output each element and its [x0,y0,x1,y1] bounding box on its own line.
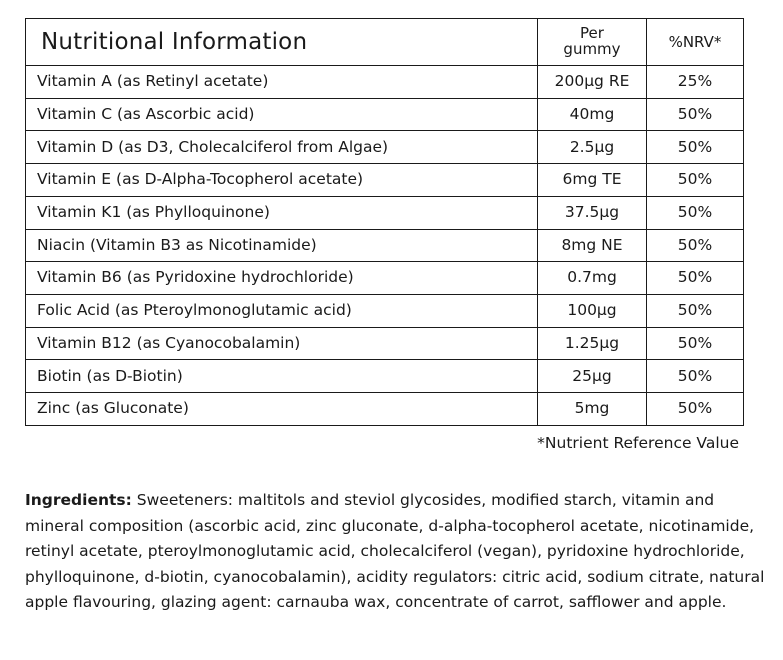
per-gummy-value: 5mg [538,393,647,426]
nrv-value: 50% [647,98,744,131]
nutrient-name: Folic Acid (as Pteroylmonoglutamic acid) [26,295,538,328]
ingredients-text: Sweeteners: maltitols and steviol glycosides, modified starch, vitamin and mineral composition (ascorbic acid, zinc gluconate, d-alpha-tocopherol acetate, nicotinamide, retinyl acetate, pteroylmonoglutamic acid, cholecalciferol (vegan), pyridoxine hydrochloride, phylloquinone, d-biotin, cyanocobalamin), acidity regulators: citric acid, sodium citrate, natural apple flavouring, glazing agent: carnauba wax, concentrate of carrot, safflower and apple. [25,491,765,611]
per-gummy-value: 2.5µg [538,131,647,164]
nutrient-name: Vitamin C (as Ascorbic acid) [26,98,538,131]
nutrient-name: Vitamin A (as Retinyl acetate) [26,66,538,99]
table-row [26,360,744,393]
per-header-line2: gummy [563,40,621,58]
nrv-value: 50% [647,131,744,164]
table-header-row [26,19,744,66]
per-gummy-value: 200µg RE [538,66,647,99]
per-gummy-header [538,19,647,66]
table-row [26,229,744,262]
per-gummy-value: 1.25µg [538,327,647,360]
nrv-value: 50% [647,327,744,360]
per-gummy-value: 8mg NE [538,229,647,262]
nutrient-name: Vitamin K1 (as Phylloquinone) [26,196,538,229]
nutrient-name: Vitamin D (as D3, Cholecalciferol from Algae) [26,131,538,164]
nutrient-name: Vitamin B12 (as Cyanocobalamin) [26,327,538,360]
nutrition-table [25,18,744,426]
nrv-value: 50% [647,229,744,262]
per-gummy-value: 40mg [538,98,647,131]
nrv-value: 25% [647,66,744,99]
table-row [26,98,744,131]
table-row [26,196,744,229]
table-row [26,295,744,328]
nrv-value: 50% [647,262,744,295]
ingredients-label: Ingredients: [25,491,132,509]
nutrient-name: Niacin (Vitamin B3 as Nicotinamide) [26,229,538,262]
table-row [26,393,744,426]
nrv-value: 50% [647,164,744,197]
table-row [26,164,744,197]
per-gummy-value: 25µg [538,360,647,393]
table-row [26,262,744,295]
nrv-footnote: *Nutrient Reference Value [537,434,739,452]
per-gummy-value: 0.7mg [538,262,647,295]
per-header-line1: Per [580,24,604,43]
ingredients-paragraph [25,488,765,616]
nrv-value: 50% [647,393,744,426]
per-gummy-value: 37.5µg [538,196,647,229]
table-row [26,66,744,99]
nrv-value: 50% [647,295,744,328]
nrv-value: 50% [647,360,744,393]
nrv-value: 50% [647,196,744,229]
nutrient-name: Vitamin E (as D-Alpha-Tocopherol acetate) [26,164,538,197]
per-gummy-value: 100µg [538,295,647,328]
table-title: Nutritional Information [26,19,538,66]
table-row [26,131,744,164]
per-gummy-value: 6mg TE [538,164,647,197]
nutrient-name: Zinc (as Gluconate) [26,393,538,426]
nutrient-name: Vitamin B6 (as Pyridoxine hydrochloride) [26,262,538,295]
nrv-header: %NRV* [647,19,744,66]
nutrient-name: Biotin (as D-Biotin) [26,360,538,393]
table-row [26,327,744,360]
